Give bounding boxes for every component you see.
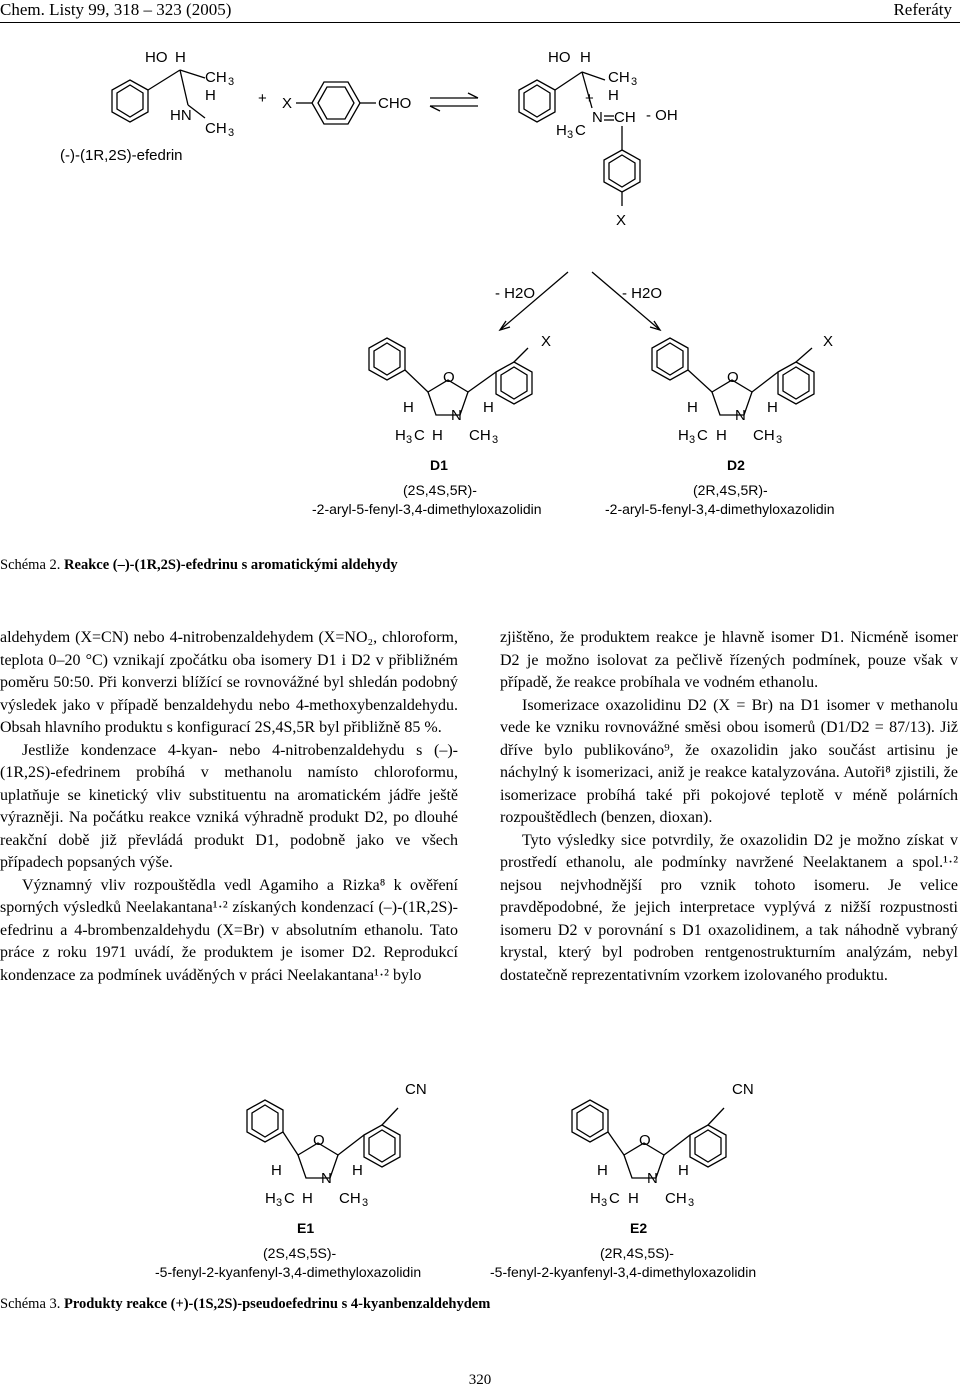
ephedrine-name: (-)-(1R,2S)-efedrin — [60, 147, 183, 164]
svg-text:N: N — [451, 407, 462, 424]
svg-text:3: 3 — [228, 127, 235, 139]
left-paragraph-3: Významný vliv rozpouštědla vedl Agamiho a Rizka⁸ k ověření sporných výsledků Neelakantana¹·² získaných kondenzací (–)-(1R,2S)-efedrinu a 4-brombenzaldehydu (X=Br) v absolutním ethanolu. Tato práce z roku 1971 uvádí, že produktem je isomer D2. Reprodukcí kondenzace za podmínek uváděných v práci Neelakantana¹·² bylo — [0, 876, 458, 984]
svg-text:N: N — [647, 1170, 658, 1187]
d1-name-line1: (2S,4S,5R)- — [403, 482, 477, 498]
left-paragraph-2: Jestliže kondenzace 4-kyan- nebo 4-nitrobenzaldehydu s (–)-(1R,2S)-efedrinem probíhá v methanolu namísto chloroformu, uplatňuje se kinetický vliv substituentu na aromatickém jádře ještě výrazněji. Na počátku reakce vzniká výhradně produkt D2, po dlouhé reakční době již převládá produkt D1, podobně jako ve všech případech popsaných výše. — [0, 741, 458, 871]
hydroxide: - OH — [646, 107, 678, 124]
svg-text:H: H — [580, 49, 591, 66]
svg-text:H: H — [597, 1162, 608, 1179]
svg-text:C: C — [414, 427, 425, 444]
scheme-2-caption-prefix: Schéma 2. — [0, 557, 61, 573]
e2-name-line2: -5-fenyl-2-kyanfenyl-3,4-dimethyloxazolidin — [490, 1264, 757, 1280]
svg-text:3: 3 — [601, 1197, 608, 1209]
e2-name-line1: (2R,4S,5S)- — [600, 1245, 674, 1261]
svg-text:N: N — [735, 407, 746, 424]
svg-text:N: N — [592, 109, 603, 126]
aldehyde-substituent: X — [282, 95, 293, 112]
e2-structure — [490, 1081, 756, 1280]
svg-text:3: 3 — [689, 434, 696, 446]
svg-text:H: H — [483, 399, 494, 416]
svg-text:H: H — [628, 1190, 639, 1207]
e1-label: E1 — [297, 1220, 315, 1236]
svg-text:3: 3 — [228, 76, 235, 88]
iminium-charge: + — [585, 90, 594, 107]
ephedrine-structure — [60, 49, 234, 164]
e1-name-line2: -5-fenyl-2-kyanfenyl-3,4-dimethyloxazolidin — [155, 1264, 422, 1280]
svg-text:H: H — [687, 399, 698, 416]
svg-text:H: H — [271, 1162, 282, 1179]
svg-text:H: H — [590, 1190, 601, 1207]
svg-text:CH: CH — [753, 427, 775, 444]
svg-text:3: 3 — [631, 76, 638, 88]
svg-text:CH: CH — [608, 69, 630, 86]
scheme-3-figure — [0, 1070, 960, 1310]
d2-name-line2: -2-aryl-5-fenyl-3,4-dimethyloxazolidin — [605, 501, 835, 517]
svg-text:O: O — [313, 1132, 325, 1149]
e1-structure — [155, 1081, 427, 1280]
svg-text:HN: HN — [170, 107, 192, 124]
svg-text:O: O — [727, 369, 739, 386]
journal-header: Chem. Listy 99, 318 – 323 (2005) — [0, 0, 232, 19]
d1-name-line2: -2-aryl-5-fenyl-3,4-dimethyloxazolidin — [312, 501, 542, 517]
d1-structure — [312, 333, 551, 517]
svg-text:H: H — [678, 427, 689, 444]
plus-sign: + — [258, 90, 267, 107]
svg-text:3: 3 — [688, 1197, 695, 1209]
svg-text:CH: CH — [614, 109, 636, 126]
svg-text:3: 3 — [492, 434, 499, 446]
left-column — [0, 627, 458, 987]
svg-text:HO: HO — [145, 49, 168, 66]
scheme-3-caption-prefix: Schéma 3. — [0, 1296, 61, 1312]
elimination-arrows — [495, 272, 662, 330]
scheme-2-caption-text: Reakce (–)-(1R,2S)-efedrinu s aromatickými aldehydy — [64, 557, 398, 573]
right-paragraph-1: zjištěno, že produktem reakce je hlavně isomer D1. Nicméně isomer D2 je možno isolovat za pečlivě řízených podmínek, pouze však v případě, že reakce probíhala ve vodném ethanolu. — [500, 629, 958, 691]
e1-substituent: CN — [405, 1081, 427, 1098]
svg-text:X: X — [541, 333, 552, 350]
scheme-3-caption-text: Produkty reakce (+)-(1S,2S)-pseudoefedrinu s 4-kyanbenzaldehydem — [64, 1296, 491, 1312]
water-right: - H2O — [622, 285, 663, 302]
scheme-3-caption — [0, 1296, 490, 1313]
svg-text:H: H — [395, 427, 406, 444]
svg-text:3: 3 — [276, 1197, 283, 1209]
svg-text:H: H — [175, 49, 186, 66]
e2-label: E2 — [630, 1220, 648, 1236]
svg-text:3: 3 — [567, 129, 574, 141]
svg-text:C: C — [575, 122, 586, 139]
svg-text:H: H — [265, 1190, 276, 1207]
svg-text:H: H — [678, 1162, 689, 1179]
svg-text:CH: CH — [205, 69, 227, 86]
header-rule — [0, 22, 960, 23]
right-column — [500, 627, 958, 987]
right-paragraph-2: Isomerizace oxazolidinu D2 (X = Br) na D1 isomer v methanolu vede ke vzniku rovnovážné směsi obou isomerů (D1/D2 = 87/13). Již dříve bylo publikováno⁹, že oxazolidin jako součást artisinu je náchylný k isomerizaci, aniž je reakce katalyzována. Autoři⁸ zjistili, že isomerizace probíhá také při pokojové teplotě v méně polárních rozpouštědlech (benzen, dioxan). — [500, 696, 958, 826]
aldehyde-structure — [282, 82, 411, 124]
e1-name-line1: (2S,4S,5S)- — [263, 1245, 337, 1261]
section-header: Referáty — [893, 0, 952, 19]
aldehyde-group: CHO — [378, 95, 412, 112]
svg-text:H: H — [608, 87, 619, 104]
svg-text:C: C — [609, 1190, 620, 1207]
iminium-structure — [519, 49, 678, 229]
svg-text:O: O — [639, 1132, 651, 1149]
svg-text:CH: CH — [339, 1190, 361, 1207]
svg-text:CH: CH — [205, 120, 227, 137]
svg-text:N: N — [321, 1170, 332, 1187]
svg-text:3: 3 — [406, 434, 413, 446]
svg-text:H: H — [352, 1162, 363, 1179]
svg-text:CH: CH — [665, 1190, 687, 1207]
svg-text:CH: CH — [469, 427, 491, 444]
svg-text:HO: HO — [548, 49, 571, 66]
water-left: - H2O — [495, 285, 536, 302]
svg-text:3: 3 — [776, 434, 783, 446]
svg-text:H: H — [403, 399, 414, 416]
scheme-2-caption — [0, 557, 398, 574]
iminium-substituent: X — [616, 212, 627, 229]
svg-text:H: H — [302, 1190, 313, 1207]
svg-text:O: O — [443, 369, 455, 386]
svg-text:H: H — [556, 122, 567, 139]
svg-text:C: C — [284, 1190, 295, 1207]
left-paragraph-1: aldehydem (X=CN) nebo 4-nitrobenzaldehydem (X=NO₂, chloroform, teplota 0–20 °C) vznikají zpočátku oba isomery D1 i D2 v přibližném poměru 50:50. Při konverzi blížící se rovnovážné byl shledán podobný výsledek jako v případě benzaldehydu nebo 4-methoxybenzaldehydu. Obsah hlavního produktu s konfigurací 2S,4S,5R byl přibližně 85 %. — [0, 629, 458, 736]
svg-text:H: H — [716, 427, 727, 444]
equilibrium-arrows — [430, 93, 478, 111]
d1-label: D1 — [430, 457, 448, 473]
page-number: 320 — [468, 1372, 492, 1388]
e2-substituent: CN — [732, 1081, 754, 1098]
svg-text:3: 3 — [362, 1197, 369, 1209]
right-paragraph-3: Tyto výsledky sice potvrdily, že oxazolidin D2 je možno získat v prostředí ethanolu, ale podmínky navržené Neelaktanem a spol.¹·² nejsou nejvhodnější pro vznik tohoto isomeru. Je velice pravděpodobné, že jejich interpretace vyplývá z nižší rozpustnosti isomeru D2 v porovnání s D1 oxazolidinem, a tak náhodně vybraný krystal, který byl podroben rentgenostrukturním analýzám, nebyl dostatečně reprezentativním vzorkem izolovaného produktu. — [500, 831, 958, 984]
svg-text:C: C — [697, 427, 708, 444]
d2-label: D2 — [727, 457, 745, 473]
svg-text:H: H — [205, 87, 216, 104]
svg-text:H: H — [767, 399, 778, 416]
d2-name-line1: (2R,4S,5R)- — [693, 482, 768, 498]
svg-text:X: X — [823, 333, 834, 350]
scheme-2-figure — [0, 30, 960, 560]
svg-text:H: H — [432, 427, 443, 444]
d2-structure — [605, 333, 835, 517]
